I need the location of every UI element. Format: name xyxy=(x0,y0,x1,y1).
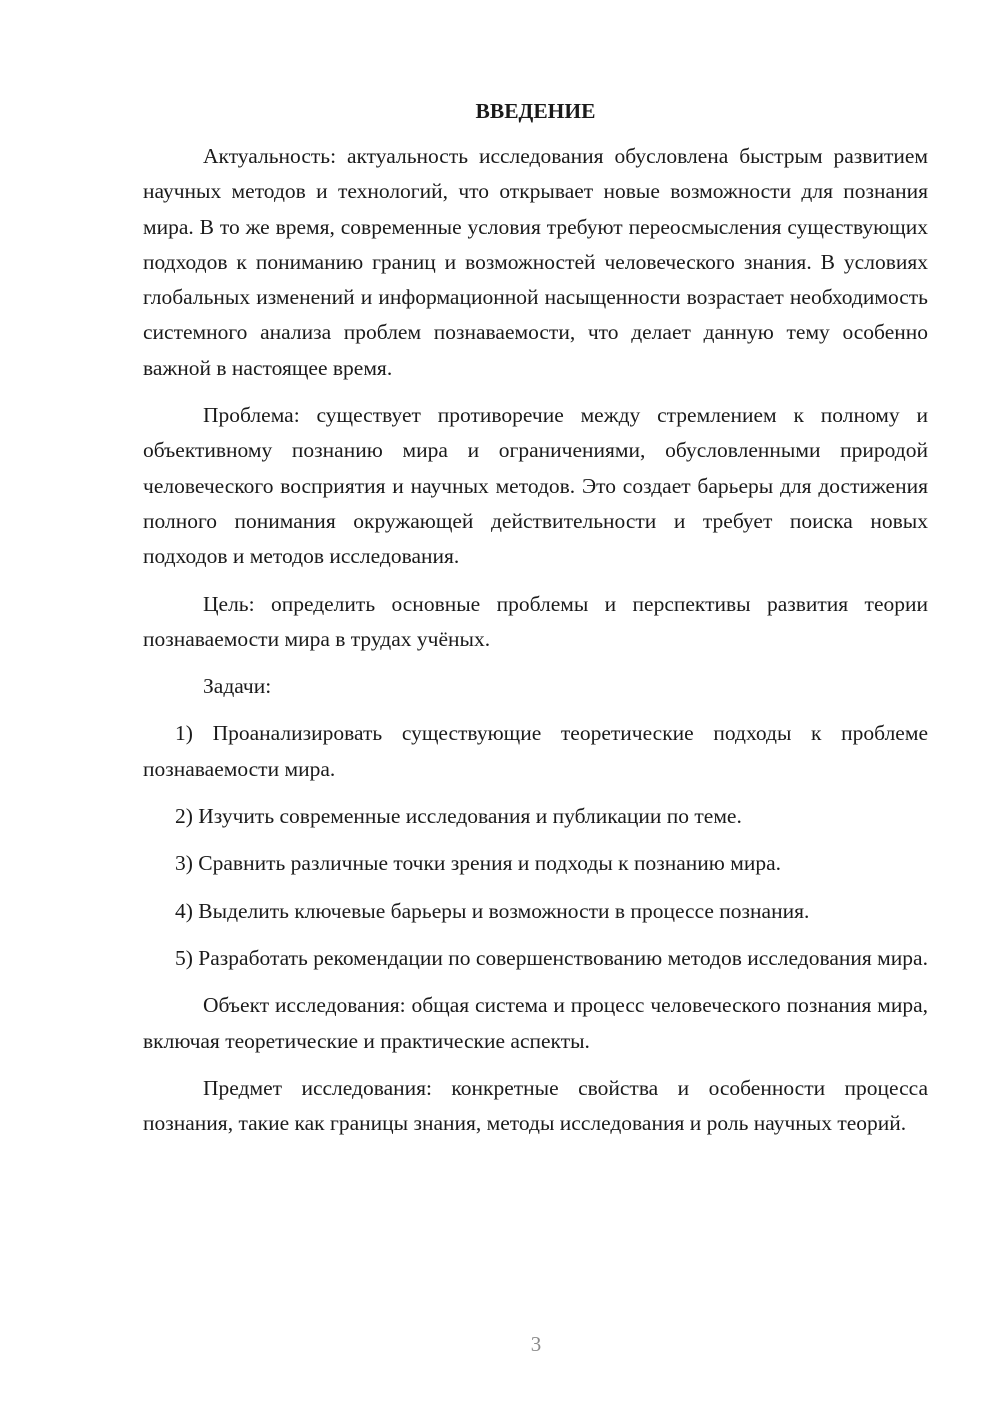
task-item-1: 1) Проанализировать существующие теоретические подходы к проблеме познаваемости мира. xyxy=(143,721,928,781)
tasks-heading: Задачи: xyxy=(203,674,272,699)
paragraph-object: Объект исследования: общая система и процесс человеческого познания мира, включая теоретические и практические аспекты. xyxy=(143,993,928,1053)
paragraph-problem: Проблема: существует противоречие между стремлением к полному и объективному познанию мира и ограничениями, обусловленными природой человеческого восприятия и научных методов. Это создает барьеры для достижения полного понимания окружающей действительности и требует поиска новых подходов и методов исследования. xyxy=(143,403,928,569)
paragraph-goal: Цель: определить основные проблемы и перспективы развития теории познаваемости мира в трудах учёных. xyxy=(143,591,928,651)
paragraph-subject: Предмет исследования: конкретные свойства и особенности процесса познания, такие как границы знания, методы исследования и роль научных теорий. xyxy=(143,1075,928,1136)
page-title: ВВЕДЕНИЕ xyxy=(475,99,596,123)
task-item-4: 4) Выделить ключевые барьеры и возможности в процессе познания. xyxy=(175,898,810,923)
page-content xyxy=(143,94,928,1153)
task-item-2: 2) Изучить современные исследования и публикации по теме. xyxy=(175,804,742,829)
page-number: 3 xyxy=(530,1332,542,1356)
task-item-3: 3) Сравнить различные точки зрения и подходы к познанию мира. xyxy=(175,851,781,876)
paragraph-relevance: Актуальность: актуальность исследования обусловлена быстрым развитием научных методов и технологий, что открывает новые возможности для познания мира. В то же время, современные условия требуют переосмысления существующих подходов к пониманию границ и возможностей человеческого знания. В условиях глобальных изменений и информационной насыщенности возрастает необходимость системного анализа проблем познаваемости, что делает данную тему особенно важной в настоящее время. xyxy=(143,144,928,380)
task-item-5: 5) Разработать рекомендации по совершенствованию методов исследования мира. xyxy=(175,945,928,970)
